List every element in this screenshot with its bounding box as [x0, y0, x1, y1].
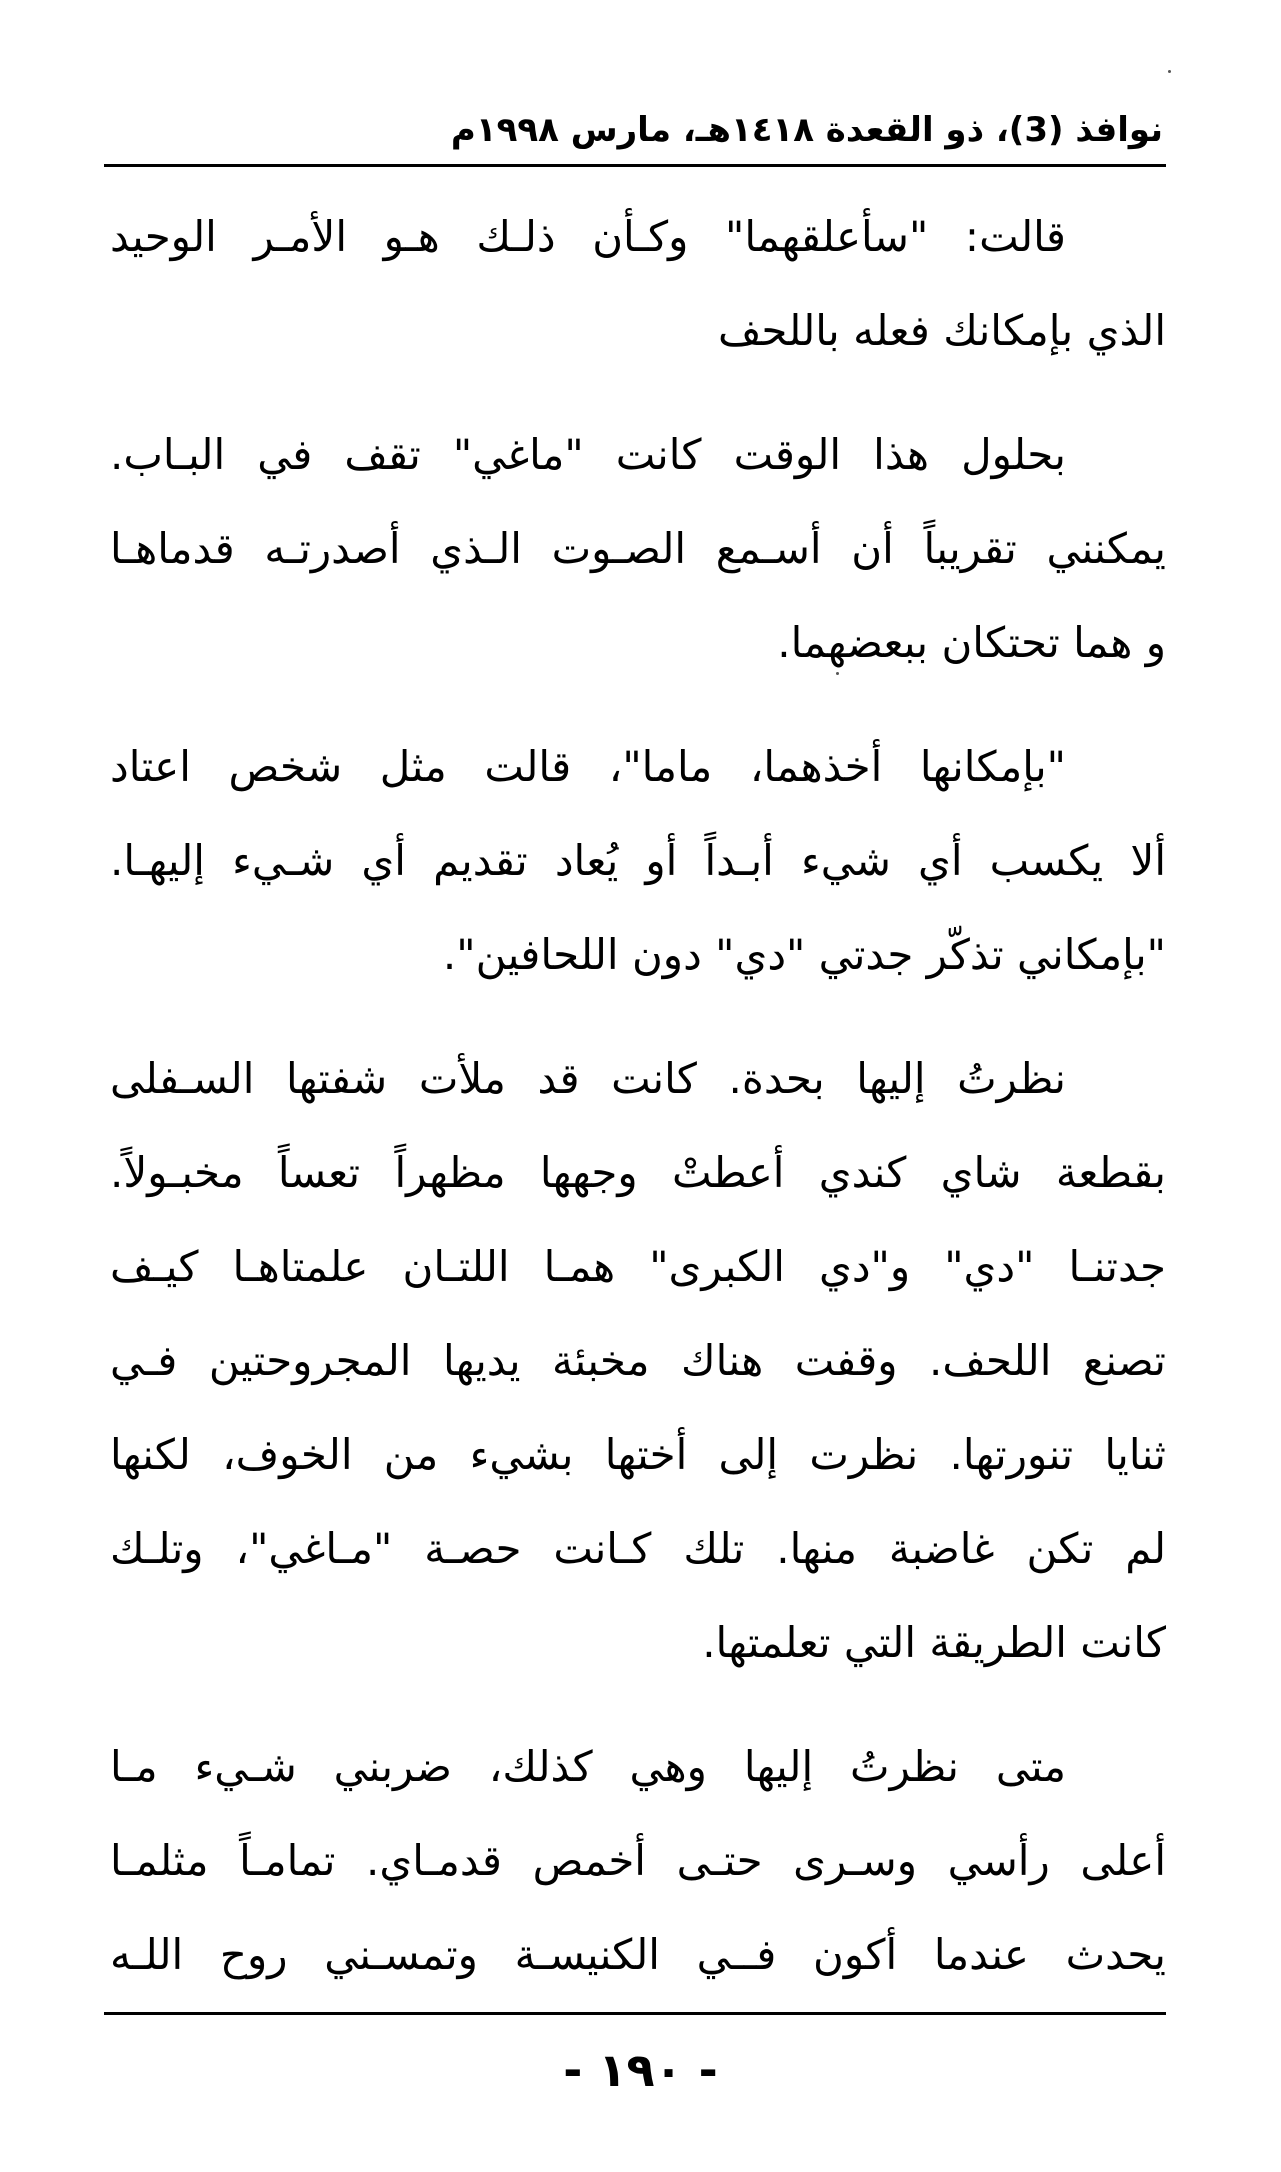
- text-line: و هما تحتكان ببعضهما.: [777, 618, 1166, 667]
- text-line: تصنع اللحف. وقفت هناك مخبئة يديها المجروحتين فـي: [110, 1336, 1166, 1385]
- page-number: - ١٩٠ -: [563, 2043, 718, 2097]
- paragraph: [110, 720, 1166, 1002]
- paragraph: [110, 190, 1166, 378]
- paragraph: [110, 408, 1166, 690]
- text-line: أعلى رأسي وسـرى حتـى أخمص قدمـاي. تمامـاً مثلمـا: [110, 1836, 1166, 1885]
- text-line: "بإمكانها أخذهما، ماما"، قالت مثل شخص اعتاد: [110, 742, 1066, 791]
- paragraph: [110, 1032, 1166, 1690]
- text-line: يمكنني تقريباً أن أسـمع الصـوت الـذي أصدرتـه قدماهـا: [110, 524, 1166, 573]
- paragraph: [110, 1720, 1166, 2002]
- header-rule: [104, 164, 1166, 167]
- text-line: "بإمكاني تذكّر جدتي "دي" دون اللحافين".: [442, 930, 1166, 979]
- text-line: لم تكن غاضبة منها. تلك كـانت حصـة "مـاغي"، وتلـك: [110, 1524, 1166, 1573]
- document-body: [110, 190, 1166, 2002]
- text-line: بقطعة شاي كندي أعطتْ وجهها مظهراً تعساً مخبـولاً.: [110, 1148, 1166, 1197]
- text-line: كانت الطريقة التي تعلمتها.: [702, 1618, 1166, 1667]
- scan-speck: [1168, 70, 1171, 73]
- text-line: ألا يكسب أي شيء أبـداً أو يُعاد تقديم أي شـيء إليهـا.: [110, 836, 1166, 885]
- text-line: ثنايا تنورتها. نظرت إلى أختها بشيء من الخوف، لكنها: [110, 1430, 1166, 1479]
- running-header: نوافذ (3)، ذو القعدة ١٤١٨هـ، مارس ١٩٩٨م: [450, 110, 1163, 150]
- text-line: الذي بإمكانك فعله باللحف: [717, 306, 1166, 355]
- text-line: متى نظرتُ إليها وهي كذلك، ضربني شـيء مـا: [110, 1742, 1066, 1791]
- text-line: يحدث عندما أكون فــي الكنيسـة وتمسـني روح اللـه: [110, 1930, 1166, 1979]
- scan-speck: [836, 672, 839, 675]
- text-line: نظرتُ إليها بحدة. كانت قد ملأت شفتها السـفلى: [110, 1054, 1066, 1103]
- text-line: بحلول هذا الوقت كانت "ماغي" تقف في البـاب.: [110, 430, 1066, 479]
- text-line: قالت: "سأعلقهما" وكـأن ذلـك هـو الأمـر الوحيد: [110, 212, 1066, 261]
- text-line: جدتنـا "دي" و"دي الكبرى" همـا اللتـان علمتاهـا كيـف: [110, 1242, 1166, 1291]
- footer-rule: [104, 2012, 1166, 2015]
